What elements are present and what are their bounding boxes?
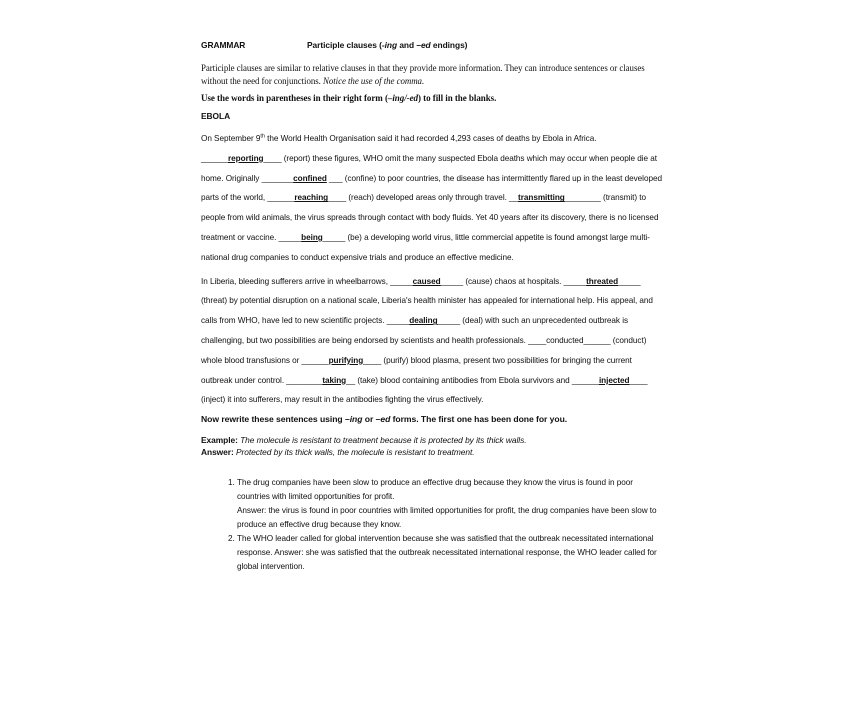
- worksheet-content: [201, 40, 663, 574]
- p2-text: ____ (purify) blood plasma, present two possibilities for bringing the current outbreak under control. ________: [201, 355, 632, 385]
- list-item: [237, 532, 663, 574]
- filled-blank: caused: [412, 276, 441, 286]
- filled-blank: reporting: [228, 153, 264, 163]
- answer-line: [201, 446, 663, 458]
- fill-in-instruction: [201, 93, 663, 103]
- intro-paragraph: [201, 62, 663, 87]
- topic-title-mid: and: [397, 40, 417, 50]
- worksheet-header: [201, 40, 663, 52]
- ebola-paragraph-1: [201, 129, 663, 268]
- topic-ed: –ed: [416, 40, 431, 50]
- section-title: EBOLA: [201, 111, 231, 121]
- rewrite-ing: –ing: [344, 414, 363, 425]
- filled-blank: transmitting: [518, 193, 565, 203]
- rewrite-end: forms. The first one has been done for you.: [390, 414, 568, 425]
- subject-label: GRAMMAR: [201, 40, 246, 50]
- answer-text: Protected by its thick walls, the molecule is resistant to treatment.: [233, 447, 475, 458]
- p2-text: _____ (deal) with such an unprecedented outbreak is challenging, but two possibilities are being endorsed by scientists and health professionals. ____conducted______ (conduct) whole blood transfusions or ______: [201, 316, 647, 365]
- p2-text: _____ (threat) by potential disruption on a national scale, Liberia's health minister has appealed for international help. His appeal, and calls from WHO, have led to new scientific projects. _____: [201, 276, 653, 326]
- p1-text: ____ (report) these figures, WHO omit the many suspected Ebola deaths which may occur when people die at home. Originally _______: [201, 153, 657, 183]
- item-answer: Answer: the virus is found in poor countries with limited opportunities for profit, the drug companies have been slow to produce an effective drug because they know.: [237, 505, 657, 529]
- answer-label: Answer:: [201, 447, 234, 458]
- rewrite-ed: –ed: [375, 414, 391, 425]
- p1-text: ____ (reach) developed areas only through travel. __: [328, 193, 519, 203]
- filled-blank: being: [301, 232, 323, 242]
- filled-blank: taking: [322, 375, 347, 385]
- filled-blank: dealing: [409, 316, 438, 326]
- item-sentence: 1. The drug companies have been slow to produce an effective drug because they know the virus is found in poor countries with limited opportunities for profit.: [237, 478, 633, 502]
- filled-blank: confined: [293, 173, 327, 183]
- p2-text: __ (take) blood containing antibodies from Ebola survivors and ______: [346, 375, 599, 385]
- instruction-start: Use the words in parentheses in their right form (: [201, 93, 388, 103]
- example-block: [201, 434, 663, 458]
- topic-title-end: endings): [430, 40, 468, 50]
- p1-superscript: th: [260, 133, 265, 140]
- p1-text: On September 9: [201, 134, 261, 143]
- exercise-list: [201, 476, 663, 573]
- p1-text: _____ (be) a developing world virus, little commercial appetite is found amongst large multi-national drug companies to conduct expensive trials and produce an effective medicine.: [201, 232, 650, 262]
- filled-blank: injected: [598, 375, 630, 385]
- topic-ing: -ing: [381, 40, 398, 50]
- example-label: Example:: [201, 435, 238, 446]
- instruction-forms: –ing/-ed: [387, 93, 419, 103]
- instruction-end: ) to fill in the blanks.: [418, 93, 497, 103]
- example-line: [201, 434, 663, 446]
- topic-title: [307, 40, 467, 50]
- example-text: The molecule is resistant to treatment because it is protected by its thick walls.: [237, 435, 527, 446]
- filled-blank: reaching: [294, 193, 329, 203]
- ebola-paragraph-2: [201, 272, 663, 411]
- rewrite-instruction: [201, 414, 663, 424]
- rewrite-mid: or: [362, 414, 376, 425]
- item-sentence: 2. The WHO leader called for global intervention because she was satisfied that the outbreak necessitated international response. Answer: she was satisfied that the outbreak necessitated international response, the WHO leader called for global intervention.: [237, 533, 657, 571]
- list-item: [237, 476, 663, 532]
- intro-text: Participle clauses are similar to relative clauses in that they provide more information. They can introduce sentences or clauses without the need for conjunctions.: [201, 63, 645, 86]
- p2-text: _____ (cause) chaos at hospitals. _____: [440, 276, 587, 286]
- p1-text: ___ (confine) to poor countries, the disease has intermittently flared up in the least developed parts of the world, ______: [201, 173, 662, 203]
- p2-text: ____ (inject) it into sufferers, may result in the antibodies fighting the virus effectively.: [201, 375, 648, 405]
- p1-text: the World Health Organisation said it had recorded 4,293 cases of deaths by Ebola in Africa. ______: [201, 134, 597, 163]
- topic-title-start: Participle clauses (: [307, 40, 382, 50]
- intro-note: Notice the use of the comma.: [322, 75, 425, 86]
- rewrite-start: Now rewrite these sentences using: [201, 414, 345, 425]
- p2-text: In Liberia, bleeding sufferers arrive in wheelbarrows, _____: [201, 276, 413, 286]
- filled-blank: threated: [586, 276, 619, 286]
- p1-text: ________ (transmit) to people from wild animals, the virus spreads through contact with body fluids. Yet 40 years after its discovery, there is no licensed treatment or vaccine. _____: [201, 193, 659, 242]
- filled-blank: purifying: [328, 355, 364, 365]
